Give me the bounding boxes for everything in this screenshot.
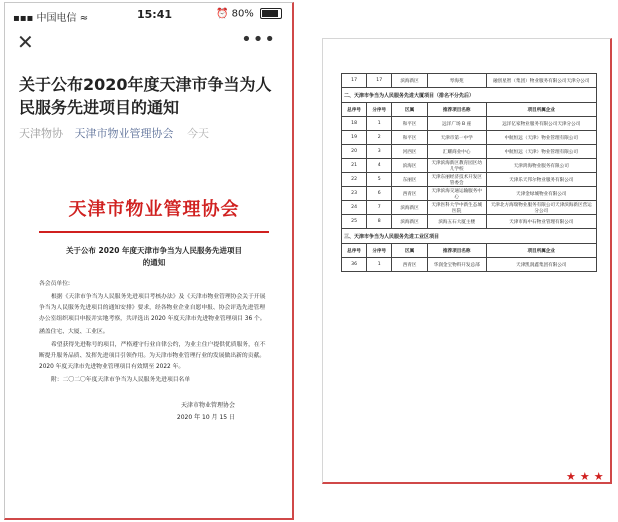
cell-district: 滨海新区 [392,74,428,88]
decoration-stars: ★★★ [566,470,608,483]
table-row [342,131,597,145]
cell-sub: 17 [367,74,392,88]
column-header: 区属 [392,103,428,117]
cell-n: 19 [342,131,367,145]
cell-project: 华润金宝物料开发总部 [427,258,486,272]
cell-sub: 6 [367,187,392,201]
cell-district: 西青区 [392,187,428,201]
notice-body [39,279,269,386]
table-row [342,187,597,201]
column-header: 区属 [392,244,428,258]
paragraph-2: 希望获得先进称号的项目，严格遵守行业自律公约，为业主住户提供优质服务，在不断提升服务品质、发挥先进项目引领作用。为天津市物业管理行业的发展做出新的贡献。2020 年度天津市先进物业管理项目有效期至 2022 年。 [39,342,266,370]
column-header: 总序号 [342,103,367,117]
clock: 15:41 [137,8,173,21]
cell-n: 23 [342,187,367,201]
cell-sub: 2 [367,131,392,145]
header-divider [39,231,269,233]
cell-district: 西青区 [392,258,428,272]
cell-company: 中航恒远（天津）物业管理有限公司 [486,131,597,145]
table-row [342,215,597,229]
cell-company: 天津凯润鑫集团有限公司 [486,258,597,272]
more-menu-button[interactable]: ••• [241,29,276,50]
notice-title-line1: 关于公布 2020 年度天津市争当为人民服务先进项目 [65,246,243,255]
cell-district: 河西区 [392,145,428,159]
column-header: 总序号 [342,244,367,258]
cell-n: 36 [342,258,367,272]
cell-n: 21 [342,159,367,173]
table-row [342,145,597,159]
table-header [342,103,597,117]
table-row [342,159,597,173]
article-title: 关于公布2020年度天津市争当为人民服务先进项目的通知 [19,75,272,117]
sign-date: 2020 年 10 月 15 日 [176,414,235,421]
cell-company: 天津乐天邦尔物业服务有限公司 [486,173,597,187]
cell-project: 天津滨海新区教育园区幼儿学校 [427,159,486,173]
org-header: 天津市物业管理协会 [68,199,240,220]
table-row [342,258,597,272]
signal-icon: ▪▪▪ [13,13,34,24]
carrier-label: 中国电信 [36,13,77,24]
section-industrial-title: 三、天津市争当为人民服务先进工业区项目 [342,229,597,244]
carrier-signal [13,9,88,24]
cell-project: 滨海五石大厦主楼 [427,215,486,229]
cell-company: 中航恒远（天津）物业管理有限公司 [486,145,597,159]
section-building-title: 二、天津市争当为人民服务先进大厦项目（排名不分先后） [342,88,597,103]
cell-project: 琴海苑 [427,74,486,88]
account-name: 天津物协 [19,127,63,140]
battery-icon [260,8,282,19]
cell-company: 融创星智（集团）物业服务有限公司天津分公司 [486,74,597,88]
cell-district: 和平区 [392,131,428,145]
nav-bar [5,29,292,55]
notice-title-line2: 的通知 [142,258,166,267]
attachment-note: 附：二〇二〇年度天津市争当为人民服务先进项目名单 [51,377,191,383]
article-meta [19,125,209,141]
battery-status [216,8,282,20]
table-row [342,201,597,215]
cell-sub: 5 [367,173,392,187]
section-building [342,88,597,103]
cell-project: 天津滨海交通运输服务中心 [427,187,486,201]
table-row [342,117,597,131]
cell-sub: 1 [367,117,392,131]
table-header [342,244,597,258]
notice-image [39,195,269,515]
cell-company: 天津金绿城物业有限公司 [486,187,597,201]
project-table [341,73,597,272]
cell-n: 22 [342,173,367,187]
column-header: 推荐项目名称 [427,103,486,117]
salutation: 各会员单位: [39,281,70,287]
cell-company: 天津鸿海物业服务有限公司 [486,159,597,173]
cell-sub: 4 [367,159,392,173]
section-industrial [342,229,597,244]
cell-district: 滨海区 [392,159,428,173]
cell-n: 24 [342,201,367,215]
cell-project: 汇耀商业中心 [427,145,486,159]
paragraph-1-tail: 涵盖住宅、大厦、工业区。 [39,329,109,335]
cell-district: 东丽区 [392,173,428,187]
cell-n: 20 [342,145,367,159]
phone-screen [4,2,294,520]
cell-district: 和平区 [392,117,428,131]
cell-company: 天津北方海瑞物业服务有限公司天津滨海新区营运分公司 [486,201,597,215]
author-link[interactable]: 天津市物业管理协会 [74,127,174,140]
cell-sub: 1 [367,258,392,272]
signature-block [39,400,269,424]
column-header: 项目所属企业 [486,244,597,258]
signer: 天津市物业管理协会 [180,402,235,409]
table-row [342,74,597,88]
wifi-icon: ≈ [79,13,89,24]
cell-project: 远洋广场 B 座 [427,117,486,131]
column-header: 推荐项目名称 [427,244,486,258]
cell-project: 天津医科大学中新生态城医院 [427,201,486,215]
cell-company: 远洋亿家物业服务有限公司天津分公司 [486,117,597,131]
cell-sub: 3 [367,145,392,159]
cell-n: 18 [342,117,367,131]
cell-n: 17 [342,74,367,88]
cell-project: 天津市第一中学 [427,131,486,145]
cell-n: 25 [342,215,367,229]
cell-project: 天津东丽经济技术开发区管委会 [427,173,486,187]
close-button[interactable]: ✕ [17,30,34,54]
document-page [322,38,612,484]
cell-company: 天津市海中石物业管理有限公司 [486,215,597,229]
column-header: 项目所属企业 [486,103,597,117]
publish-date: 今天 [187,127,209,140]
battery-percent: 80% [231,8,254,20]
alarm-icon: ⏰ [215,8,229,20]
cell-sub: 8 [367,215,392,229]
paragraph-1: 根据《天津市争当为人民服务先进项目考核办法》及《天津市物业管理协会关于开展争当为人民服务先进项目的通知安排》要求，经各物业企业自愿申报、协会评选先进管理办公室组织项目申报并实地考察，共评选出 2020 年度天津市先进物业管理项目 36 个。 [39,294,266,322]
cell-sub: 7 [367,201,392,215]
column-header: 分序号 [367,103,392,117]
table-row [342,173,597,187]
cell-district: 滨海新区 [392,201,428,215]
notice-title [39,245,269,269]
cell-district: 滨海新区 [392,215,428,229]
column-header: 分序号 [367,244,392,258]
status-bar [5,3,292,27]
